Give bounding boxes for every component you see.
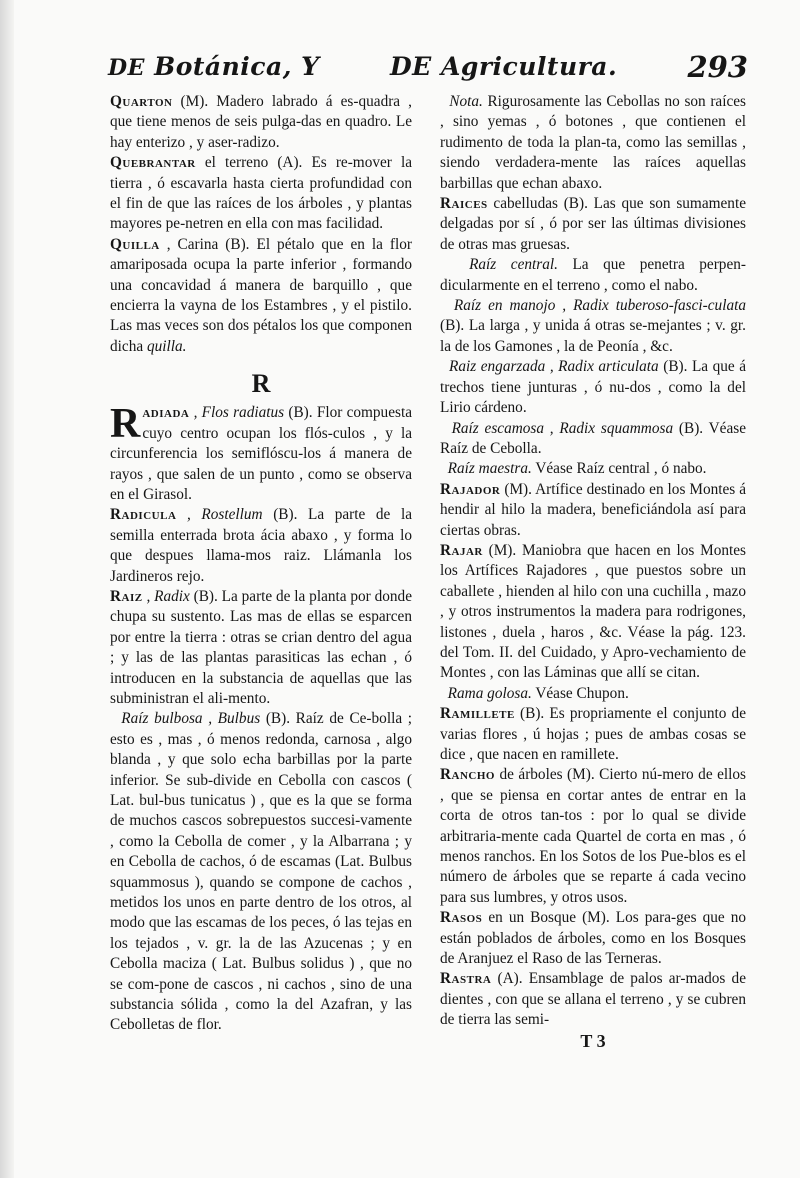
entry-nota xyxy=(440,92,746,194)
entry-text: Rigurosamente las Cebollas no son raíces , sino yemas , ó botones , que contienen el rudimento de toda la plan-ta, como las semillas , siendo verdadera-mente las raíces aquellas barbillas que echan abaxo. xyxy=(440,93,746,192)
lemma: Rancho xyxy=(440,766,495,784)
header-left xyxy=(108,52,320,81)
entry-text: (B). Véase Raíz de Cebolla. xyxy=(440,419,746,457)
entry-italic: Raíz escamosa , Radix squammosa xyxy=(451,419,674,437)
lemma: Rajar xyxy=(440,541,483,559)
entry-quarton xyxy=(110,92,412,153)
lemma: Rajador xyxy=(440,480,501,498)
entry-italic: , Flos radiatus xyxy=(189,404,285,422)
lemma: adiada xyxy=(142,404,190,422)
entry-radicula xyxy=(110,505,412,587)
entry-rajador xyxy=(440,480,746,541)
entry-text: (M). Maniobra que hacen en los Montes los Artífices Rajadores , que puestos sobre un caballete , hienden al hilo con una cuchilla , mazo , y otros instrumentos la madera para rodrigones, listones , duela , haros , &c. Véase la pág. 123. del Tom. II. del Cuidado, y Apro-vechamiento de Montes , con las Láminas que allí se citan. xyxy=(440,541,746,682)
entry-italic: Rama golosa. xyxy=(447,684,532,702)
entry-text: (B). Flor compuesta cuyo centro ocupan los flós-culos , y la circunferencia los semiflóscu-los á manera de rayos , que salen de un punto , como se observa en el Girasol. xyxy=(110,404,412,503)
running-header xyxy=(108,50,748,92)
header-right-word: Agricultura. xyxy=(440,52,618,81)
entry-rancho xyxy=(440,765,746,908)
page-number: 293 xyxy=(687,50,748,84)
entry-text: (B). La larga , y unida á otras se-mejantes ; v. gr. la de los Gamones , la de Peonía , &c. xyxy=(440,317,746,355)
entry-text: (B). Es propriamente el conjunto de varias flores , ú hojas ; pues de ambas cosas se dice , que nacen en ramillete. xyxy=(440,705,746,763)
entry-rasos xyxy=(440,908,746,969)
entry-text: (B). La parte de la semilla enterrada brota ácia abaxo , y forma lo que despues llama-mos raiz. Llámanla los Jardineros rejo. xyxy=(110,506,412,585)
entry-text: cabelludas (B). Las que son sumamente delgadas por sí , ó por ser las últimas divisiones de otras mas gruesas. xyxy=(440,195,746,253)
entry-ramillete xyxy=(440,704,746,765)
entry-text: de árboles (M). Cierto nú-mero de ellos , que se piensa en cortar antes de entrar en la corta de otros tan-tos : por lo qual se divide arbitraria-mente cada Quartel de corta en mas , ó menos ranchos. En los Sotos de los Pue-blos es el número de árboles que se reparte á cada vecino para sus lumbres, y otros usos. xyxy=(440,766,746,906)
lemma: Quebrantar xyxy=(110,154,196,172)
entry-italic: Nota. xyxy=(449,93,483,110)
entry-text: , Carina (B). El pétalo que en la flor amariposada ocupa la parte inferior , formando una concavidad á manera de barquillo , que encierra la vayna de los Estambres , y el pistilo. Las mas veces son dos pétalos los que componen dicha xyxy=(110,235,412,355)
entry-italic: , Radix xyxy=(142,587,190,605)
entry-radiada xyxy=(110,403,412,505)
lemma: Raiz xyxy=(110,587,143,605)
lemma: Ramillete xyxy=(440,705,515,723)
header-right-de: DE xyxy=(390,52,432,81)
lemma: Quilla xyxy=(110,235,160,253)
entry-text: Véase Chupon. xyxy=(531,684,629,702)
entry-text: (A). Ensamblage de palos ar-mados de dientes , con que se allana el terreno , y se cubren de tierra las semi- xyxy=(440,970,746,1029)
entry-text: La que penetra perpen-dicularmente en el terreno , como el nabo. xyxy=(440,256,746,294)
entry-text: en un Bosque (M). Los para-ges que no están poblados de árboles, como en los Bosques de Aranjuez el Raso de las Terneras. xyxy=(440,909,746,968)
entry-italic: , Rostellum xyxy=(176,506,263,524)
entry-text: (M). Artífice destinado en los Montes á hendir al hilo la madera, beneficiándola así para ciertas obras. xyxy=(440,480,746,539)
header-left-de: DE xyxy=(108,55,145,81)
entry-italic: Raiz engarzada , Radix articulata xyxy=(449,358,659,376)
entry-italic: Raíz en manojo , Radix tuberoso-fasci-culata xyxy=(453,297,747,315)
signature-mark: T 3 xyxy=(580,1030,606,1051)
left-column xyxy=(110,92,412,1036)
entry-italic: Raíz bulbosa , Bulbus xyxy=(121,710,261,728)
entry-text: (B). La que á trechos tiene junturas , ó nu-dos , como la del Lirio cárdeno. xyxy=(440,358,746,417)
entry-raiz-escamosa xyxy=(440,419,746,460)
header-left-y: , Y xyxy=(282,52,320,81)
entry-text: (B). Raíz de Ce-bolla ; esto es , mas , ó menos redonda, carnosa , algo blanda , y que solo echa barbillas por la parte inferior. Se sub-divide en Cebolla con cascos ( Lat. bul-bus tunicatus ) , que es la que se forma de muchos cascos sobrepuestos succesi-vamente , como la Cebolla de comer , y la Albarrana ; y en Cebolla de cachos, ó de escamas (Lat. Bulbus squammosus ), quando se compone de cachos , metidos los unos en parte dentro de los otros, al modo que las escamas de los peces, ó las tejas en los tejados , v. gr. la de las Azucenas ; y en Cebolla maciza ( Lat. Bulbus solidus ) , que no se com-pone de cascos , ni cachos , sino de una substancia sólida , como la del Azafran, y las Cebolletas de flor. xyxy=(110,710,413,1034)
lemma: Rastra xyxy=(440,970,492,988)
entry-raices-cabelludas xyxy=(440,194,746,255)
entry-raiz-engarzada xyxy=(440,357,746,418)
entry-rastra xyxy=(440,969,746,1030)
entry-text: el terreno (A). Es re-mover la tierra , ó escavarla hasta cierta profundidad con el fin de que las raíces de los árboles , y plantas mayores pe-netren en ella con mas facilidad. xyxy=(110,154,412,233)
entry-quilla xyxy=(110,235,412,357)
entry-raiz-maestra xyxy=(440,459,746,479)
entry-italic: Raíz maestra. xyxy=(447,460,532,478)
right-column xyxy=(440,92,746,1051)
entry-raiz xyxy=(110,587,412,709)
lemma: Quarton xyxy=(110,93,173,110)
drop-cap: R xyxy=(110,401,141,448)
header-right xyxy=(390,52,617,81)
entry-rajar xyxy=(440,541,746,684)
entry-raiz-manojo xyxy=(440,296,746,357)
entry-text: (M). Madero labrado á es-quadra , que tiene menos de seis pulga-das en quadro. Le hay enterizo , y aser-radizo. xyxy=(110,93,412,151)
page-gutter-shadow xyxy=(0,0,14,1178)
header-left-word: Botánica xyxy=(154,52,283,81)
entry-italic: quilla. xyxy=(146,337,187,355)
section-letter: R xyxy=(251,369,271,399)
lemma: Raices xyxy=(440,195,488,213)
lemma: Radicula xyxy=(110,506,177,524)
entry-text: (B). La parte de la planta por donde chupa su sustento. Las mas de ellas se esparcen por entre la tierra : otras se crian dentro del agua ; y las de las plantas parasiticas las echan , ó introducen en la substancia de aquellas que las subministran el ali-mento. xyxy=(110,587,412,707)
entry-rama-golosa xyxy=(440,684,746,704)
lemma: Rasos xyxy=(440,909,483,927)
entry-text: Véase Raíz central , ó nabo. xyxy=(531,460,707,478)
entry-italic: Raíz central. xyxy=(469,256,558,274)
entry-raiz-central xyxy=(440,255,746,296)
entry-raiz-bulbosa xyxy=(110,709,412,1036)
entry-quebrantar xyxy=(110,153,412,235)
